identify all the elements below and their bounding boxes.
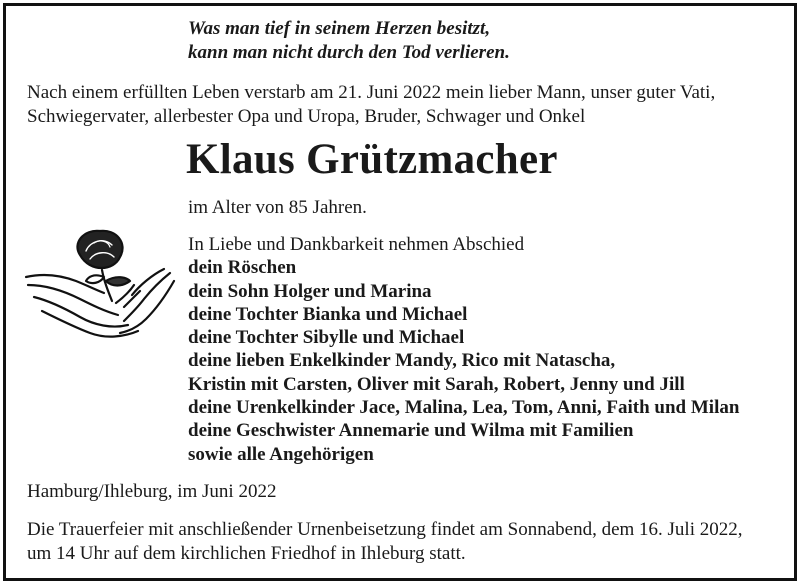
announcement-line-1: Nach einem erfüllten Leben verstarb am 21. Juni 2022 mein lieber Mann, unser guter Vati, xyxy=(27,82,716,103)
mourner-line: deine Tochter Bianka und Michael xyxy=(188,303,468,325)
mourner-line: Kristin mit Carsten, Oliver mit Sarah, Robert, Jenny und Jill xyxy=(188,373,685,395)
mourner-line: deine Tochter Sibylle und Michael xyxy=(188,327,465,349)
mourner-line: deine Urenkelkinder Jace, Malina, Lea, Tom, Anni, Faith und Milan xyxy=(188,397,740,419)
farewell-intro: In Liebe und Dankbarkeit nehmen Abschied xyxy=(188,234,525,255)
service-line-1: Die Trauerfeier mit anschließender Urnenbeisetzung findet am Sonnabend, dem 16. Juli 2022, xyxy=(27,519,743,540)
deceased-name: Klaus Grützmacher xyxy=(186,136,558,183)
funeral-service-info xyxy=(27,518,787,566)
place-and-date: Hamburg/Ihleburg, im Juni 2022 xyxy=(27,481,277,502)
mourner-line: deine lieben Enkelkinder Mandy, Rico mit Natascha, xyxy=(188,350,616,372)
mourners-list xyxy=(188,233,739,466)
memorial-quote xyxy=(188,17,510,65)
quote-line-1: Was man tief in seinem Herzen besitzt, xyxy=(188,18,491,39)
mourner-line: dein Röschen xyxy=(188,257,297,279)
announcement-line-2: Schwiegervater, allerbester Opa und Uropa, Bruder, Schwager und Onkel xyxy=(27,106,586,127)
quote-line-2: kann man nicht durch den Tod verlieren. xyxy=(188,42,510,63)
age-text: im Alter von 85 Jahren. xyxy=(188,197,367,218)
mourner-line: deine Geschwister Annemarie und Wilma mit Familien xyxy=(188,420,634,442)
service-line-2: um 14 Uhr auf dem kirchlichen Friedhof in Ihleburg statt. xyxy=(27,543,466,564)
death-announcement xyxy=(27,81,787,129)
mourner-line: sowie alle Angehörigen xyxy=(188,443,374,465)
mourner-line: dein Sohn Holger und Marina xyxy=(188,280,432,302)
hands-holding-rose-icon xyxy=(20,215,180,345)
